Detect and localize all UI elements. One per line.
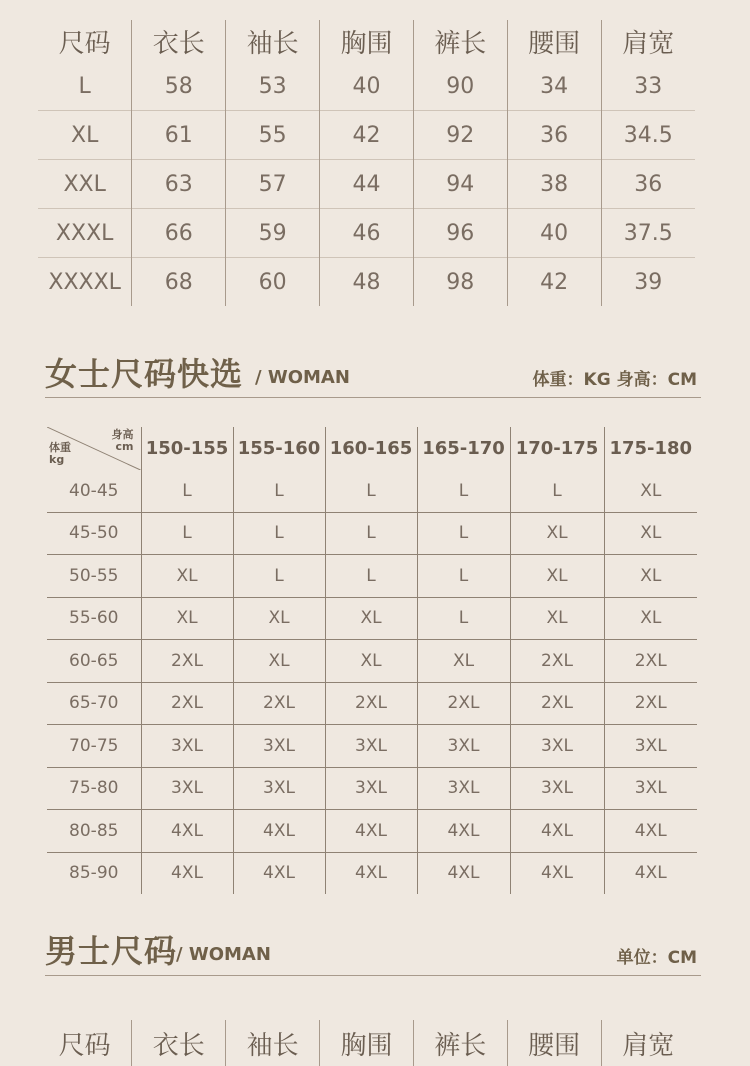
size-cell: XL [604, 597, 697, 640]
size-cell: 3XL [417, 767, 510, 810]
table-cell: 58 [132, 62, 226, 111]
table-cell: XXL [63, 171, 106, 197]
size-chart-top [38, 20, 695, 306]
size-cell: 3XL [141, 725, 233, 768]
height-unit: cm [115, 440, 134, 453]
weight-range-cell: 65-70 [69, 693, 119, 714]
women-section-subtitle: / WOMAN [255, 367, 350, 388]
table-cell: 34.5 [601, 111, 695, 160]
size-chart-header-row [38, 1020, 695, 1066]
corner-weight-label [49, 442, 71, 466]
size-chart-bottom [38, 1020, 695, 1066]
height-range-header: 165-170 [417, 427, 510, 470]
size-cell: 2XL [141, 682, 233, 725]
weight-range-cell: 70-75 [69, 735, 119, 756]
size-cell: 3XL [233, 725, 325, 768]
height-range-header: 160-165 [325, 427, 417, 470]
size-cell: 4XL [417, 852, 510, 894]
size-chart-header-row [38, 20, 695, 62]
size-cell: L [510, 470, 604, 512]
size-cell: XL [604, 470, 697, 512]
size-cell: 2XL [510, 640, 604, 683]
table-cell: 33 [601, 62, 695, 111]
size-cell: L [233, 555, 325, 598]
table-row [47, 555, 697, 598]
table-cell: 36 [601, 160, 695, 209]
header-sleeve: 袖长 [226, 1020, 320, 1066]
weight-range-cell: 85-90 [69, 863, 119, 884]
table-cell: 53 [226, 62, 320, 111]
table-cell: 38 [507, 160, 601, 209]
header-length: 衣长 [132, 20, 226, 62]
table-cell: 61 [132, 111, 226, 160]
size-cell: 4XL [604, 810, 697, 853]
header-chest: 胸围 [320, 20, 414, 62]
header-size: 尺码 [58, 28, 111, 59]
table-cell: XXXL [55, 220, 114, 246]
size-cell: L [141, 512, 233, 555]
table-row [47, 852, 697, 894]
table-row [47, 682, 697, 725]
size-cell: 4XL [141, 852, 233, 894]
women-quick-select-table [47, 427, 697, 894]
table-row [47, 597, 697, 640]
table-cell: 36 [507, 111, 601, 160]
size-cell: 4XL [141, 810, 233, 853]
size-cell: 2XL [141, 640, 233, 683]
size-cell: 3XL [141, 767, 233, 810]
weight-label: 体重 [49, 441, 71, 454]
size-cell: XL [510, 512, 604, 555]
size-cell: XL [233, 597, 325, 640]
size-cell: 4XL [417, 810, 510, 853]
size-cell: 4XL [233, 810, 325, 853]
size-cell: 4XL [233, 852, 325, 894]
size-cell: L [417, 597, 510, 640]
table-cell: 37.5 [601, 209, 695, 258]
table-cell: 46 [320, 209, 414, 258]
table-cell: 40 [507, 209, 601, 258]
size-cell: 2XL [510, 682, 604, 725]
size-cell: 2XL [233, 682, 325, 725]
height-range-header: 155-160 [233, 427, 325, 470]
size-cell: L [417, 470, 510, 512]
size-cell: 3XL [417, 725, 510, 768]
table-row [38, 209, 695, 258]
table-cell: 57 [226, 160, 320, 209]
table-row [47, 810, 697, 853]
size-cell: XL [325, 640, 417, 683]
table-row [38, 62, 695, 111]
size-cell: XL [141, 597, 233, 640]
women-section-header [45, 345, 701, 398]
corner-header-cell [47, 427, 141, 470]
size-cell: 3XL [325, 725, 417, 768]
size-cell: XL [417, 640, 510, 683]
header-pants-length: 裤长 [413, 1020, 507, 1066]
table-row [38, 111, 695, 160]
size-cell: 4XL [510, 852, 604, 894]
quick-select-header-row [47, 427, 697, 470]
size-cell: 2XL [604, 640, 697, 683]
table-row [38, 258, 695, 307]
header-shoulder: 肩宽 [601, 1020, 695, 1066]
size-cell: 3XL [604, 725, 697, 768]
table-cell: 94 [413, 160, 507, 209]
height-range-header: 150-155 [141, 427, 233, 470]
table-cell: 55 [226, 111, 320, 160]
table-cell: 98 [413, 258, 507, 307]
size-cell: 4XL [325, 852, 417, 894]
women-section-units: 体重：KG 身高：CM [532, 370, 697, 390]
table-row [47, 470, 697, 512]
corner-height-label [112, 429, 134, 453]
size-cell: 4XL [325, 810, 417, 853]
size-cell: 4XL [510, 810, 604, 853]
women-section-title: 女士尺码快选 [45, 355, 244, 393]
table-cell: 90 [413, 62, 507, 111]
table-cell: 42 [320, 111, 414, 160]
table-cell: 40 [320, 62, 414, 111]
weight-range-cell: 40-45 [69, 480, 119, 501]
table-row [47, 725, 697, 768]
size-cell: 3XL [604, 767, 697, 810]
header-size: 尺码 [58, 1030, 111, 1061]
size-cell: 3XL [510, 767, 604, 810]
men-section-subtitle: / WOMAN [176, 944, 271, 965]
table-cell: 59 [226, 209, 320, 258]
table-cell: 39 [601, 258, 695, 307]
table-cell: 63 [132, 160, 226, 209]
header-sleeve: 袖长 [226, 20, 320, 62]
header-chest: 胸围 [320, 1020, 414, 1066]
men-section-units: 单位：CM [616, 948, 697, 968]
table-row [47, 767, 697, 810]
table-cell: XXXXL [48, 269, 121, 295]
size-cell: L [417, 555, 510, 598]
weight-range-cell: 80-85 [69, 820, 119, 841]
men-section-title: 男士尺码 [45, 932, 178, 970]
table-cell: 92 [413, 111, 507, 160]
size-cell: XL [510, 555, 604, 598]
table-cell: L [78, 73, 91, 99]
header-waist: 腰围 [507, 1020, 601, 1066]
size-cell: L [325, 470, 417, 512]
table-cell: XL [71, 122, 99, 148]
size-cell: 3XL [325, 767, 417, 810]
table-cell: 96 [413, 209, 507, 258]
weight-range-cell: 75-80 [69, 778, 119, 799]
height-range-header: 175-180 [604, 427, 697, 470]
size-cell: 2XL [417, 682, 510, 725]
size-cell: L [141, 470, 233, 512]
height-range-header: 170-175 [510, 427, 604, 470]
table-cell: 66 [132, 209, 226, 258]
weight-range-cell: 45-50 [69, 523, 119, 544]
table-row [38, 160, 695, 209]
header-waist: 腰围 [507, 20, 601, 62]
size-cell: L [325, 512, 417, 555]
size-cell: XL [510, 597, 604, 640]
size-cell: XL [233, 640, 325, 683]
table-cell: 68 [132, 258, 226, 307]
table-cell: 34 [507, 62, 601, 111]
table-cell: 42 [507, 258, 601, 307]
size-cell: 4XL [604, 852, 697, 894]
height-label: 身高 [111, 428, 134, 441]
size-cell: L [233, 470, 325, 512]
size-cell: XL [604, 555, 697, 598]
size-cell: 2XL [325, 682, 417, 725]
size-cell: XL [604, 512, 697, 555]
table-row [47, 512, 697, 555]
size-cell: 3XL [233, 767, 325, 810]
size-cell: L [417, 512, 510, 555]
size-cell: L [233, 512, 325, 555]
header-length: 衣长 [132, 1020, 226, 1066]
size-cell: XL [325, 597, 417, 640]
size-cell: 2XL [604, 682, 697, 725]
table-cell: 44 [320, 160, 414, 209]
size-cell: XL [141, 555, 233, 598]
table-cell: 60 [226, 258, 320, 307]
size-cell: 3XL [510, 725, 604, 768]
weight-range-cell: 60-65 [69, 650, 119, 671]
weight-range-cell: 55-60 [69, 608, 119, 629]
weight-range-cell: 50-55 [69, 565, 119, 586]
table-row [47, 640, 697, 683]
weight-unit: kg [49, 453, 65, 466]
table-cell: 48 [320, 258, 414, 307]
header-pants-length: 裤长 [413, 20, 507, 62]
size-cell: L [325, 555, 417, 598]
men-section-header [45, 922, 701, 976]
header-shoulder: 肩宽 [601, 20, 695, 62]
